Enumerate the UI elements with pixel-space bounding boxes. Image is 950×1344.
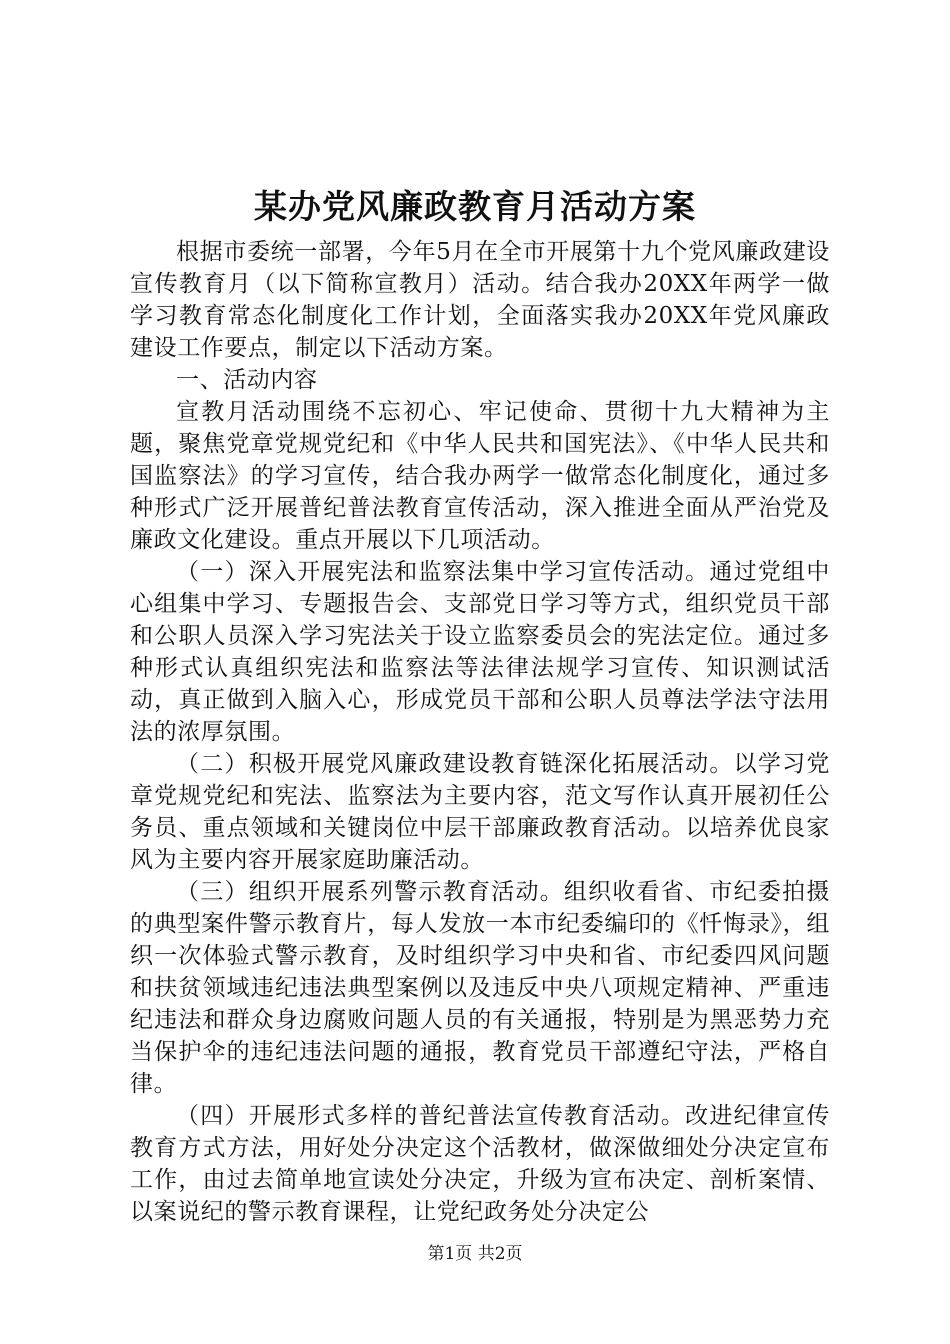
- document-title: 某办党风廉政教育月活动方案: [254, 187, 696, 226]
- activity-item-4-paragraph: （四）开展形式多样的普纪普法宣传教育活动。改进纪律宣传教育方式方法，用好处分决定这个活教材，做深做细处分决定宣布工作，由过去简单地宣读处分决定，升级为宣布决定、剖析案情、以案说纪的警示教育课程，让党纪政务处分决定公: [130, 1103, 830, 1225]
- document-body: [130, 236, 830, 1228]
- activity-item-3-paragraph: （三）组织开展系列警示教育活动。组织收看省、市纪委拍摄的典型案件警示教育片，每人发放一本市纪委编印的《忏悔录》，组织一次体验式警示教育，及时组织学习中央和省、市纪委四风问题和扶贫领域违纪违法典型案例以及违反中央八项规定精神、严重违纪违法和群众身边腐败问题人员的有关通报，特别是为黑恶势力充当保护伞的违纪违法问题的通报，教育党员干部遵纪守法，严格自律。: [130, 879, 830, 1097]
- activity-item-1-paragraph: （一）深入开展宪法和监察法集中学习宣传活动。通过党组中心组集中学习、专题报告会、支部党日学习等方式，组织党员干部和公职人员深入学习宪法关于设立监察委员会的宪法定位。通过多种形式认真组织宪法和监察法等法律法规学习宣传、知识测试活动，真正做到入脑入心，形成党员干部和公职人员尊法学法守法用法的浓厚氛围。: [130, 559, 830, 745]
- activity-overview-paragraph: 宣教月活动围绕不忘初心、牢记使命、贯彻十九大精神为主题，聚焦党章党规党纪和《中华人民共和国宪法》、《中华人民共和国监察法》的学习宣传，结合我办两学一做常态化制度化，通过多种形式广泛开展普纪普法教育宣传活动，深入推进全面从严治党及廉政文化建设。重点开展以下几项活动。: [130, 399, 830, 553]
- page-number-footer: 第1页 共2页: [427, 1244, 523, 1264]
- intro-paragraph: 根据市委统一部署，今年5月在全市开展第十九个党风廉政建设宣传教育月（以下简称宣教月）活动。结合我办20XX年两学一做学习教育常态化制度化工作计划，全面落实我办20XX年党风廉政建设工作要点，制定以下活动方案。: [130, 239, 830, 361]
- activity-item-2-paragraph: （二）积极开展党风廉政建设教育链深化拓展活动。以学习党章党规党纪和宪法、监察法为主要内容，范文写作认真开展初任公务员、重点领域和关键岗位中层干部廉政教育活动。以培养优良家风为主要内容开展家庭助廉活动。: [130, 751, 830, 873]
- section-heading-activity-content: 一、活动内容: [176, 367, 318, 393]
